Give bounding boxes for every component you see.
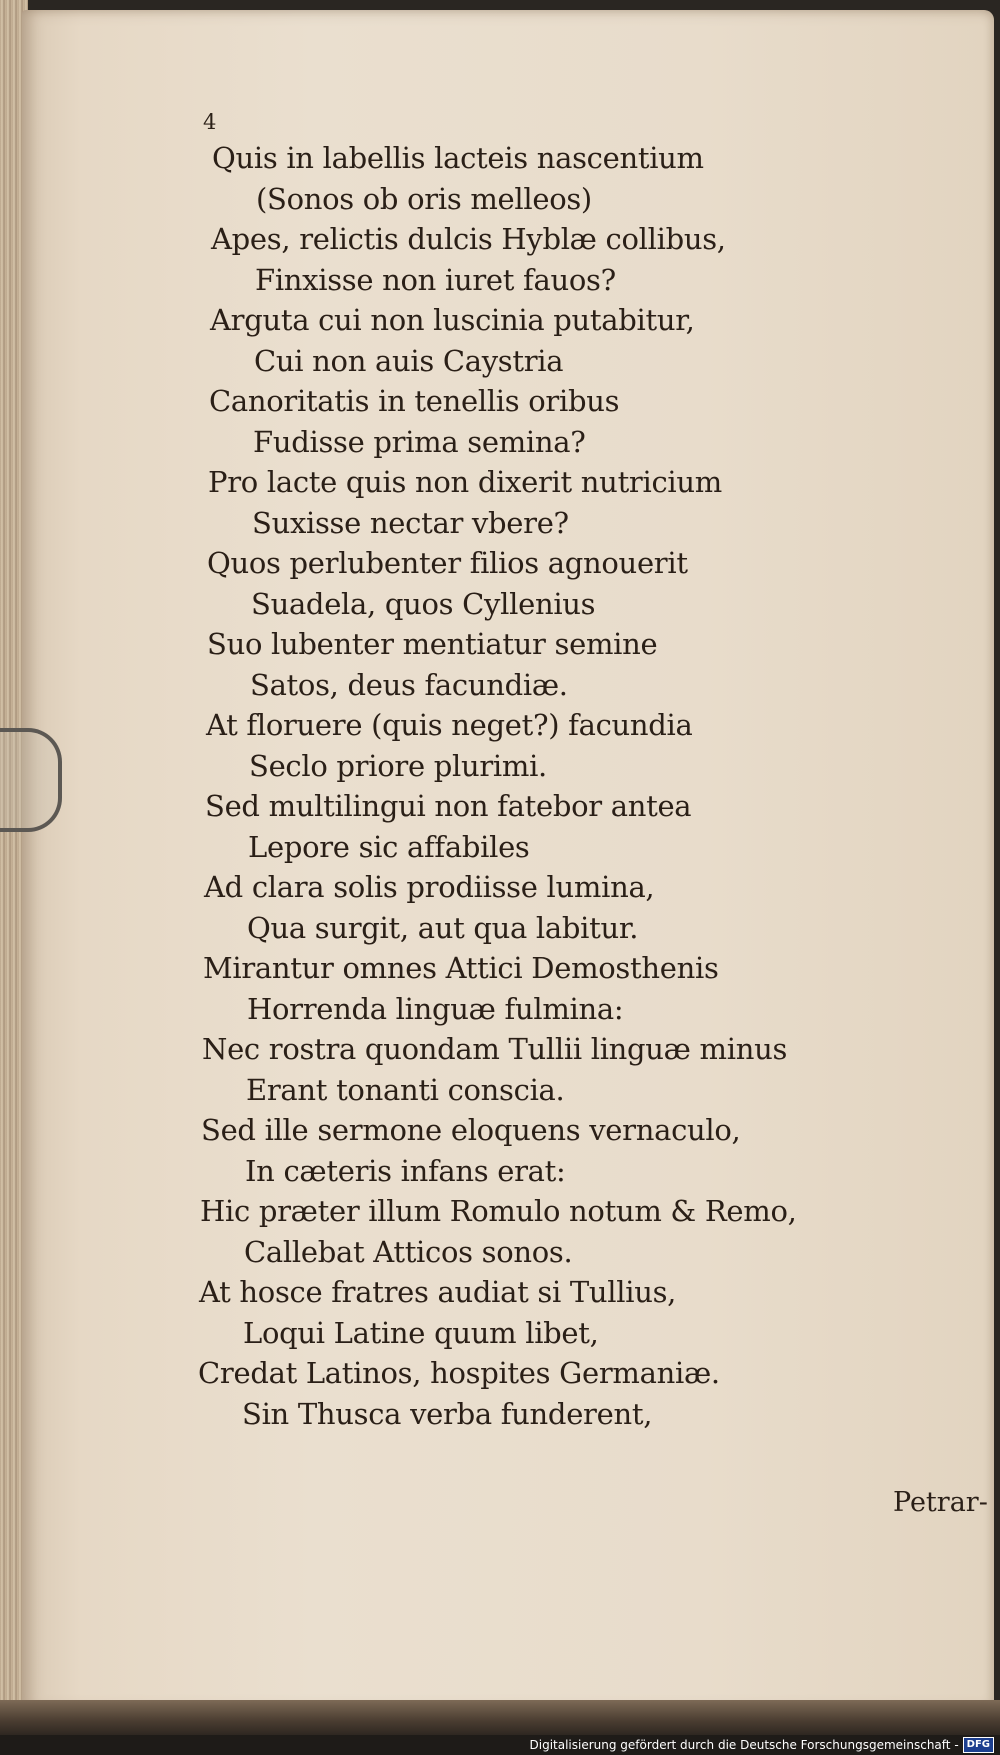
poem-line: Suo lubenter mentiatur semine xyxy=(207,627,658,661)
poem-line: Suxisse nectar vbere? xyxy=(252,506,569,540)
poem-line: Finxisse non iuret fauos? xyxy=(255,263,616,297)
poem-line: Ad clara solis prodiisse lumina, xyxy=(204,870,655,904)
poem-line: Lepore sic affabiles xyxy=(248,830,530,864)
poem-line: Sed multilingui non fatebor antea xyxy=(205,789,692,823)
poem-line: Erant tonanti conscia. xyxy=(246,1073,565,1107)
poem-line: Qua surgit, aut qua labitur. xyxy=(247,911,639,945)
poem-line: Fudisse prima semina? xyxy=(253,425,586,459)
poem-line: Satos, deus facundiæ. xyxy=(250,668,568,702)
poem-line: Callebat Atticos sonos. xyxy=(244,1235,573,1269)
poem-line: At floruere (quis neget?) facundia xyxy=(206,708,693,742)
poem-line: Canoritatis in tenellis oribus xyxy=(209,384,620,418)
dfg-logo: DFG xyxy=(963,1737,994,1753)
poem-line: Hic præter illum Romulo notum & Remo, xyxy=(200,1194,797,1228)
digitization-credit xyxy=(530,1737,995,1753)
poem-line: Quis in labellis lacteis nascentium xyxy=(212,141,704,175)
poem-line: Seclo priore plurimi. xyxy=(249,749,547,783)
catchword: Petrar- xyxy=(893,1487,988,1518)
poem-line: Loqui Latine quum libet, xyxy=(243,1316,599,1350)
poem-line: Mirantur omnes Attici Demosthenis xyxy=(203,951,719,985)
poem-line: (Sonos ob oris melleos) xyxy=(256,182,592,216)
poem-line: Horrenda linguæ fulmina: xyxy=(247,992,624,1026)
credit-text: Digitalisierung gefördert durch die Deutsche Forschungsgemeinschaft - xyxy=(529,1738,959,1752)
book-bottom-edge xyxy=(0,1700,1000,1735)
poem-line: Sin Thusca verba funderent, xyxy=(242,1397,653,1431)
poem-line: Credat Latinos, hospites Germaniæ. xyxy=(198,1356,720,1390)
poem-line: At hosce fratres audiat si Tullius, xyxy=(199,1275,677,1309)
poem-line: Pro lacte quis non dixerit nutricium xyxy=(208,465,722,499)
poem-line: In cæteris infans erat: xyxy=(245,1154,566,1188)
poem-line: Sed ille sermone eloquens vernaculo, xyxy=(201,1113,741,1147)
page-number: 4 xyxy=(203,110,217,134)
page-clip xyxy=(0,728,62,832)
poem-line: Quos perlubenter filios agnouerit xyxy=(207,546,688,580)
poem-line: Cui non auis Caystria xyxy=(254,344,564,378)
poem-line: Nec rostra quondam Tullii linguæ minus xyxy=(202,1032,788,1066)
poem-line: Arguta cui non luscinia putabitur, xyxy=(210,303,695,337)
poem-line: Suadela, quos Cyllenius xyxy=(251,587,596,621)
poem-line: Apes, relictis dulcis Hyblæ collibus, xyxy=(211,222,726,256)
